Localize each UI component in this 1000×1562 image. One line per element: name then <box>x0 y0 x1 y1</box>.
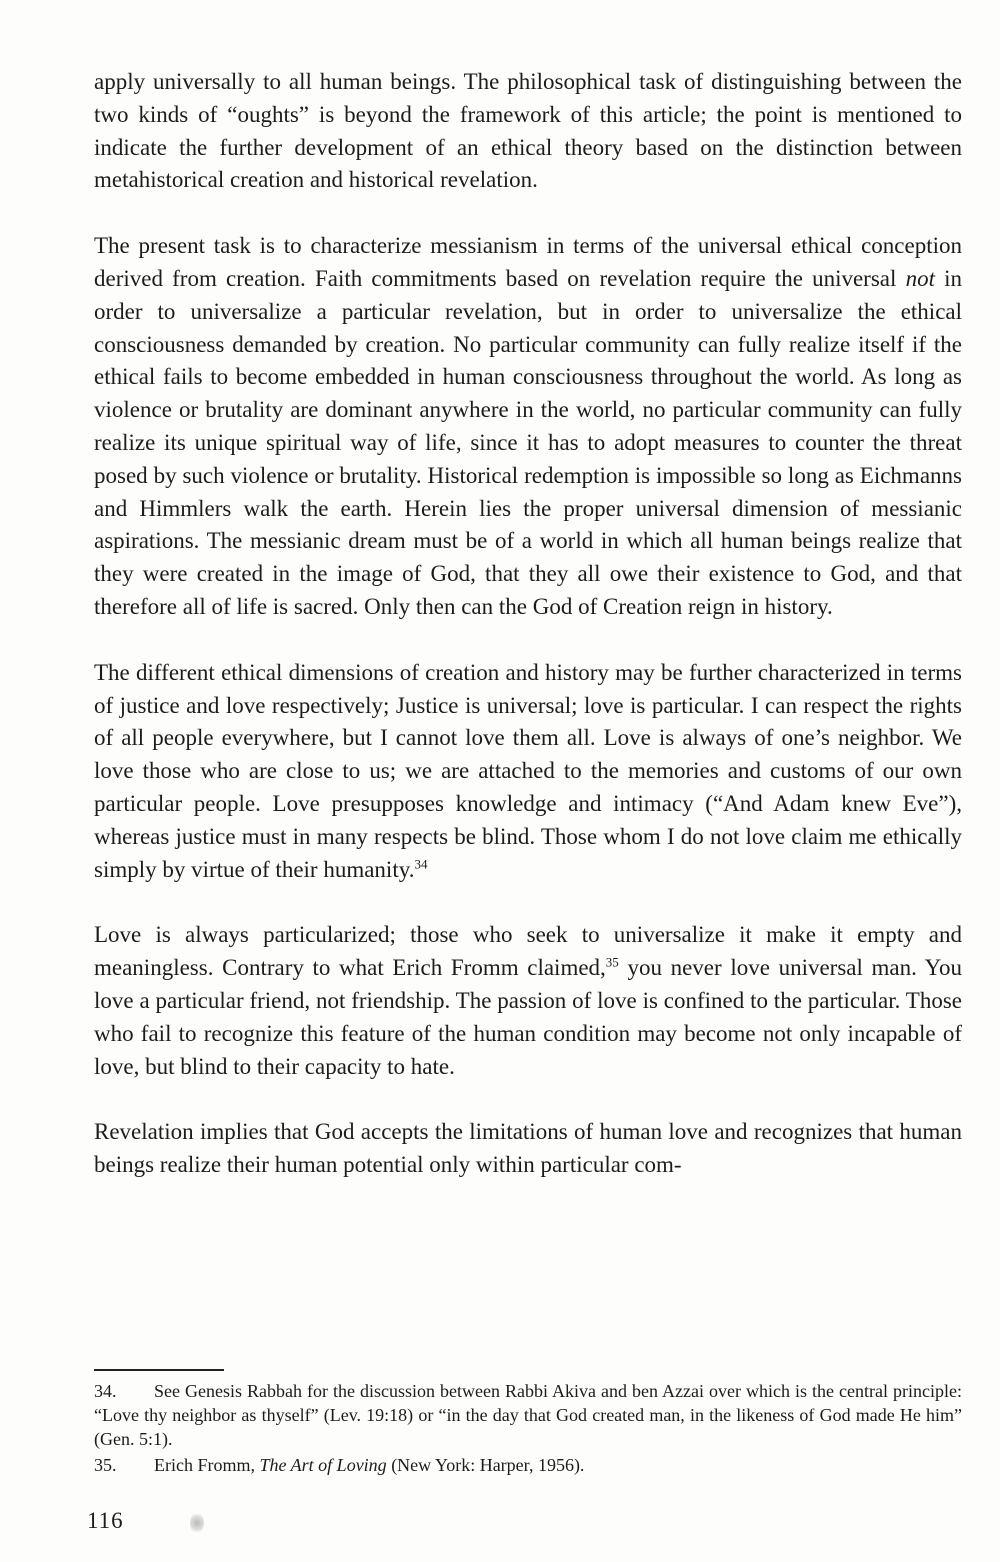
emphasis-not: not <box>905 265 935 291</box>
footnotes <box>94 1379 962 1479</box>
paragraph-4-text-before: Love is always particularized; those who seek to universalize it make it empty and meaningless. Contrary to what Erich Fromm claimed, <box>94 922 962 981</box>
footnote-text-before: Erich Fromm, <box>154 1455 260 1475</box>
paragraph-1: apply universally to all human beings. The philosophical task of distinguishing between the two kinds of “oughts” is beyond the framework of this article; the point is mentioned to indicate the further development of an ethical theory based on the distinction between metahistorical creation and historical revelation. <box>94 69 962 193</box>
paragraph-2: The present task is to characterize messianism in terms of the universal ethical conception derived from creation. Faith commitments based on revelation require the universal not in order to universalize a particular revelation, but in order to universalize the ethical consciousness demanded by creation. No particular community can fully realize itself if the ethical fails to become embedded in human consciousness throughout the world. As long as violence or brutality are dominant anywhere in the world, no particular community can fully realize its unique spiritual way of life, since it has to adopt measures to counter the threat posed by such violence or brutality. Historical redemption is impossible so long as Eichmanns and Himmlers walk the earth. Herein lies the proper universal dimension of messianic aspirations. The messianic dream must be of a world in which all human beings realize that they were created in the image of God, that they all owe their existence to God, and that therefore all of life is sacred. Only then can the God of Creation reign in history. <box>94 233 962 619</box>
paragraph-3 <box>94 657 962 887</box>
paragraph-5: Revelation implies that God accepts the limitations of human love and recognizes that human beings realize their human potential only within particular com- <box>94 1119 962 1178</box>
paragraph-4 <box>94 919 962 1083</box>
page-number: 116 <box>87 1508 124 1533</box>
footnote-34 <box>94 1379 962 1451</box>
footnote-ref-35[interactable]: 35 <box>605 954 619 970</box>
footnote-ref-34[interactable]: 34 <box>414 855 428 871</box>
footnote-text: See Genesis Rabbah for the discussion between Rabbi Akiva and ben Azzai over which is the central principle: “Love thy neighbor as thyself” (Lev. 19:18) or “in the day that God created man, in the likeness of God made He him” (Gen. 5:1). <box>94 1381 962 1449</box>
book-title: The Art of Loving <box>259 1455 387 1475</box>
paragraph-3-text: The different ethical dimensions of creation and history may be further characterized in terms of justice and love respectively; Justice is universal; love is particular. I can respect the rights of all people everywhere, but I cannot love them all. Love is always of one’s neighbor. We love those who are close to us; we are attached to the memories and customs of our own particular people. Love presupposes knowledge and intimacy (“And Adam knew Eve”), whereas justice must in many respects be blind. Those whom I do not love claim me ethically simply by virtue of their humanity. <box>94 659 962 882</box>
footnote-35 <box>94 1453 962 1477</box>
footnote-number: 34. <box>94 1381 117 1401</box>
page-body <box>94 66 962 1182</box>
paragraph-4-text-after: you never love universal man. You love a particular friend, not friendship. The passion of love is confined to the particular. Those who fail to recognize this feature of the human condition may become not only incapable of love, but blind to their capacity to hate. <box>94 955 962 1079</box>
footnote-divider <box>94 1369 224 1371</box>
footnote-number: 35. <box>94 1455 117 1475</box>
footnote-text-after: (New York: Harper, 1956). <box>386 1455 585 1475</box>
ink-smudge <box>190 1512 204 1534</box>
